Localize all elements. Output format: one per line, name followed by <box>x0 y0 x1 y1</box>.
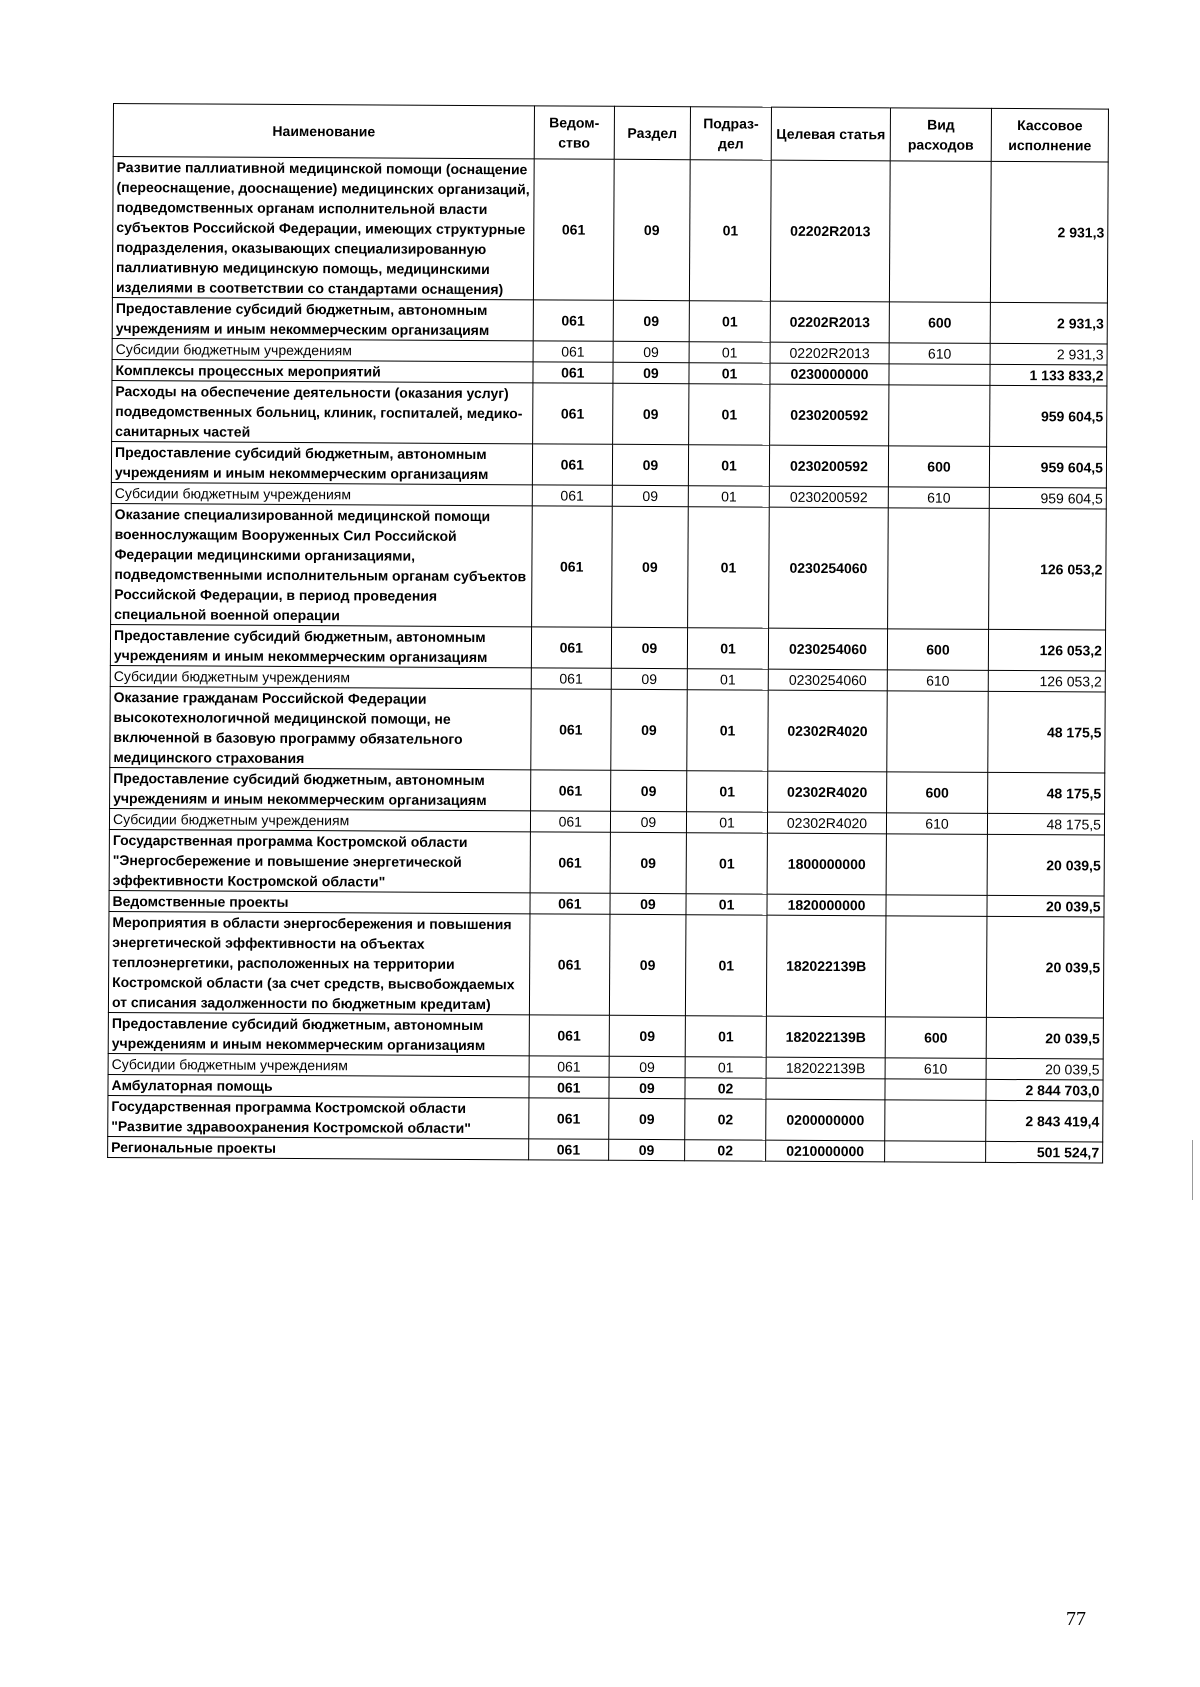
cell-vedomstvo: 061 <box>529 1139 609 1160</box>
cell-vedomstvo: 061 <box>529 1098 609 1139</box>
table-row <box>108 911 1104 1018</box>
cell-podrazdel: 01 <box>689 363 770 384</box>
cell-celevaya-statya: 0230254060 <box>769 507 889 629</box>
cell-podrazdel: 02 <box>685 1140 766 1161</box>
cell-podrazdel: 01 <box>685 1016 766 1057</box>
cell-kassovoe-ispolnenie: 126 053,2 <box>988 670 1105 692</box>
scan-artifact <box>1192 1140 1193 1200</box>
cell-celevaya-statya: 02302R4020 <box>768 771 887 813</box>
cell-name: Развитие паллиативной медицинской помощи (оснащение (переоснащение, дооснащение) медицинских организаций, подведомственных органам исполнительной власти субъектов Российской Федерации, имеющих структурные подразделения, оказывающих специализированную паллиативную медицинскую помощь, медицинскими изделиями в соответствии со стандартами оснащения) <box>112 157 534 300</box>
cell-vedomstvo: 061 <box>532 506 612 627</box>
cell-razdel: 09 <box>608 1139 685 1160</box>
cell-vedomstvo: 061 <box>529 914 609 1015</box>
header-vedomstvo: Ведом-ство <box>534 106 614 159</box>
cell-kassovoe-ispolnenie: 501 524,7 <box>986 1141 1103 1163</box>
cell-razdel: 09 <box>612 383 689 444</box>
cell-podrazdel: 01 <box>688 486 769 507</box>
cell-celevaya-statya: 0230200592 <box>769 445 888 487</box>
cell-kassovoe-ispolnenie: 1 133 833,2 <box>990 364 1107 386</box>
header-podrazdel: Подраз-дел <box>690 107 771 160</box>
cell-celevaya-statya: 02302R4020 <box>768 690 887 772</box>
table-row <box>111 503 1107 630</box>
header-razdel: Раздел <box>614 106 691 159</box>
cell-vid-rashodov <box>885 1141 986 1163</box>
cell-vid-rashodov <box>889 161 991 303</box>
cell-razdel: 09 <box>610 811 687 832</box>
cell-vedomstvo: 061 <box>530 832 610 893</box>
cell-razdel: 09 <box>610 893 687 914</box>
table-row <box>110 686 1105 773</box>
cell-vedomstvo: 061 <box>531 668 611 689</box>
cell-celevaya-statya: 02202R2013 <box>770 301 889 343</box>
cell-razdel: 09 <box>611 627 688 668</box>
cell-podrazdel: 01 <box>689 301 770 342</box>
cell-vid-rashodov <box>887 691 988 773</box>
cell-podrazdel: 02 <box>685 1078 766 1099</box>
cell-razdel: 09 <box>609 1015 686 1056</box>
cell-kassovoe-ispolnenie: 959 604,5 <box>989 487 1106 509</box>
cell-podrazdel: 01 <box>686 894 767 915</box>
cell-podrazdel: 01 <box>689 384 770 445</box>
table-row <box>110 624 1105 671</box>
cell-name: Ведомственные проекты <box>109 890 530 913</box>
cell-vedomstvo: 061 <box>533 300 613 341</box>
cell-razdel: 09 <box>613 362 690 383</box>
cell-vedomstvo: 061 <box>531 770 611 811</box>
cell-podrazdel: 01 <box>687 812 768 833</box>
cell-celevaya-statya: 0230200592 <box>769 486 888 508</box>
cell-kassovoe-ispolnenie: 959 604,5 <box>990 385 1107 447</box>
cell-kassovoe-ispolnenie: 48 175,5 <box>988 691 1105 773</box>
cell-kassovoe-ispolnenie: 2 844 703,0 <box>986 1079 1103 1101</box>
cell-vedomstvo: 061 <box>532 444 612 485</box>
cell-vid-rashodov: 610 <box>885 1058 986 1080</box>
cell-podrazdel: 01 <box>689 342 770 363</box>
cell-razdel: 09 <box>608 1098 685 1139</box>
cell-razdel: 09 <box>611 668 688 689</box>
budget-execution-table <box>107 103 1109 1164</box>
cell-name: Предоставление субсидий бюджетным, автономным учреждениям и иным некоммерческим организациям <box>112 297 533 340</box>
table-row <box>109 829 1104 896</box>
cell-name: Субсидии бюджетным учреждениям <box>110 665 531 688</box>
cell-vedomstvo: 061 <box>529 1077 609 1098</box>
cell-vid-rashodov <box>886 895 987 917</box>
cell-kassovoe-ispolnenie: 20 039,5 <box>986 916 1104 1018</box>
cell-razdel: 09 <box>613 341 690 362</box>
cell-name: Субсидии бюджетным учреждениям <box>111 482 532 505</box>
cell-celevaya-statya <box>766 1078 885 1100</box>
table-row <box>112 297 1107 344</box>
cell-podrazdel: 01 <box>690 160 772 301</box>
cell-podrazdel: 01 <box>688 507 769 628</box>
cell-kassovoe-ispolnenie: 2 931,3 <box>990 161 1108 303</box>
cell-celevaya-statya: 02202R2013 <box>770 342 889 364</box>
cell-celevaya-statya: 0210000000 <box>766 1140 885 1162</box>
cell-name: Субсидии бюджетным учреждениям <box>109 808 530 831</box>
cell-vid-rashodov: 610 <box>888 487 989 509</box>
cell-name: Государственная программа Костромской области "Энергосбережение и повышение энергетической эффективности Костромской области" <box>109 829 530 892</box>
cell-razdel: 09 <box>609 1077 686 1098</box>
page-number: 77 <box>1066 1608 1086 1630</box>
table-row <box>111 441 1106 488</box>
cell-name: Предоставление субсидий бюджетным, автономным учреждениям и иным некоммерческим организациям <box>110 767 531 810</box>
header-vid-rashodov: Вид расходов <box>890 108 991 162</box>
cell-vid-rashodov: 610 <box>889 343 990 365</box>
cell-vid-rashodov <box>889 385 990 447</box>
cell-kassovoe-ispolnenie: 48 175,5 <box>987 813 1104 835</box>
cell-name: Мероприятия в области энергосбережения и повышения энергетической эффективности на объектах теплоэнергетики, расположенных на территории Костромской области (за счет средств, высвобождаемых от списания задолженности по бюджетным кредитам) <box>108 911 530 1014</box>
cell-podrazdel: 02 <box>685 1099 766 1140</box>
cell-razdel: 09 <box>610 832 687 893</box>
table-row <box>112 380 1107 447</box>
cell-vid-rashodov <box>885 1100 986 1142</box>
cell-razdel: 09 <box>612 485 689 506</box>
cell-vid-rashodov: 600 <box>885 1017 986 1059</box>
cell-podrazdel: 01 <box>687 771 768 812</box>
cell-name: Оказание гражданам Российской Федерации высокотехнологичной медицинской помощи, не включенной в базовую программу обязательного медицинского страхования <box>110 686 531 769</box>
cell-vid-rashodov: 610 <box>887 670 988 692</box>
cell-vedomstvo: 061 <box>533 362 613 383</box>
cell-kassovoe-ispolnenie: 48 175,5 <box>988 772 1105 814</box>
cell-name: Предоставление субсидий бюджетным, автономным учреждениям и иным некоммерческим организациям <box>111 441 532 484</box>
table-body <box>108 157 1109 1164</box>
cell-kassovoe-ispolnenie: 2 931,3 <box>990 343 1107 365</box>
table-row <box>108 1095 1103 1142</box>
cell-kassovoe-ispolnenie: 20 039,5 <box>986 1058 1103 1080</box>
cell-celevaya-statya: 0230000000 <box>770 363 889 385</box>
cell-razdel: 09 <box>612 444 689 485</box>
cell-podrazdel: 01 <box>686 833 767 894</box>
cell-podrazdel: 01 <box>685 1057 766 1078</box>
cell-vid-rashodov: 600 <box>889 302 990 344</box>
cell-celevaya-statya: 182022139В <box>766 1057 885 1079</box>
header-name: Наименование <box>113 104 534 159</box>
cell-razdel: 09 <box>613 159 690 300</box>
cell-kassovoe-ispolnenie: 959 604,5 <box>989 446 1106 488</box>
cell-vedomstvo: 061 <box>529 1056 609 1077</box>
cell-vid-rashodov <box>885 1079 986 1101</box>
cell-podrazdel: 01 <box>686 915 767 1016</box>
cell-vedomstvo: 061 <box>531 689 611 770</box>
table-row <box>108 1136 1103 1163</box>
cell-celevaya-statya: 182022139В <box>766 1016 885 1058</box>
cell-razdel: 09 <box>610 770 687 811</box>
table-row <box>112 157 1108 304</box>
cell-razdel: 09 <box>609 914 686 1015</box>
cell-vid-rashodov <box>888 508 990 630</box>
table-row <box>108 1012 1103 1059</box>
cell-vedomstvo: 061 <box>533 383 613 444</box>
cell-name: Региональные проекты <box>108 1136 529 1159</box>
cell-celevaya-statya: 02202R2013 <box>770 160 890 302</box>
cell-name: Амбулаторная помощь <box>108 1074 529 1097</box>
cell-kassovoe-ispolnenie: 20 039,5 <box>987 895 1104 917</box>
cell-celevaya-statya: 0230254060 <box>768 669 887 691</box>
cell-celevaya-statya: 0200000000 <box>766 1099 885 1141</box>
cell-vedomstvo: 061 <box>533 159 614 300</box>
cell-celevaya-statya: 1800000000 <box>767 833 886 895</box>
cell-celevaya-statya: 0230200592 <box>770 384 889 446</box>
cell-name: Оказание специализированной медицинской помощи военнослужащим Вооруженных Сил Российской Федерации медицинскими организациями, подведомственными исполнительным органам субъектов Российской Федерации, в период проведения специальной военной операции <box>111 503 533 626</box>
cell-podrazdel: 01 <box>688 628 769 669</box>
cell-podrazdel: 01 <box>689 445 770 486</box>
cell-celevaya-statya: 02302R4020 <box>767 812 886 834</box>
cell-kassovoe-ispolnenie: 126 053,2 <box>989 508 1107 630</box>
cell-kassovoe-ispolnenie: 20 039,5 <box>986 1017 1103 1059</box>
cell-kassovoe-ispolnenie: 126 053,2 <box>988 629 1105 671</box>
header-kassovoe-ispolnenie: Кассовое исполнение <box>991 108 1108 162</box>
cell-vedomstvo: 061 <box>529 1015 609 1056</box>
cell-vid-rashodov: 600 <box>887 629 988 671</box>
cell-celevaya-statya: 0230254060 <box>768 628 887 670</box>
cell-name: Комплексы процессных мероприятий <box>112 359 533 382</box>
table-row <box>110 767 1105 814</box>
cell-vid-rashodov: 600 <box>888 446 989 488</box>
cell-razdel: 09 <box>610 689 687 770</box>
cell-vedomstvo: 061 <box>531 627 611 668</box>
cell-razdel: 09 <box>611 506 688 627</box>
table-header-row <box>113 104 1108 163</box>
cell-vedomstvo: 061 <box>530 811 610 832</box>
cell-name: Субсидии бюджетным учреждениям <box>112 338 533 361</box>
cell-vid-rashodov: 610 <box>886 813 987 835</box>
cell-vedomstvo: 061 <box>530 893 610 914</box>
cell-name: Расходы на обеспечение деятельности (оказания услуг) подведомственных больниц, клиник, госпиталей, медико-санитарных частей <box>112 380 533 443</box>
cell-celevaya-statya: 182022139В <box>766 915 886 1017</box>
header-celevaya-statya: Целевая статья <box>771 107 890 161</box>
cell-name: Субсидии бюджетным учреждениям <box>108 1053 529 1076</box>
cell-vid-rashodov <box>886 834 987 896</box>
cell-name: Предоставление субсидий бюджетным, автономным учреждениям и иным некоммерческим организациям <box>108 1012 529 1055</box>
cell-kassovoe-ispolnenie: 20 039,5 <box>987 834 1104 896</box>
cell-vid-rashodov <box>889 364 990 386</box>
cell-kassovoe-ispolnenie: 2 931,3 <box>990 302 1107 344</box>
cell-vid-rashodov <box>885 916 987 1018</box>
cell-vedomstvo: 061 <box>533 341 613 362</box>
cell-name: Государственная программа Костромской области "Развитие здравоохранения Костромской области" <box>108 1095 529 1138</box>
cell-vid-rashodov: 600 <box>887 772 988 814</box>
cell-podrazdel: 01 <box>687 690 768 771</box>
cell-podrazdel: 01 <box>687 669 768 690</box>
cell-razdel: 09 <box>613 300 690 341</box>
cell-name: Предоставление субсидий бюджетным, автономным учреждениям и иным некоммерческим организациям <box>110 624 531 667</box>
cell-celevaya-statya: 1820000000 <box>767 894 886 916</box>
cell-vedomstvo: 061 <box>532 485 612 506</box>
cell-kassovoe-ispolnenie: 2 843 419,4 <box>986 1100 1103 1142</box>
cell-razdel: 09 <box>609 1056 686 1077</box>
